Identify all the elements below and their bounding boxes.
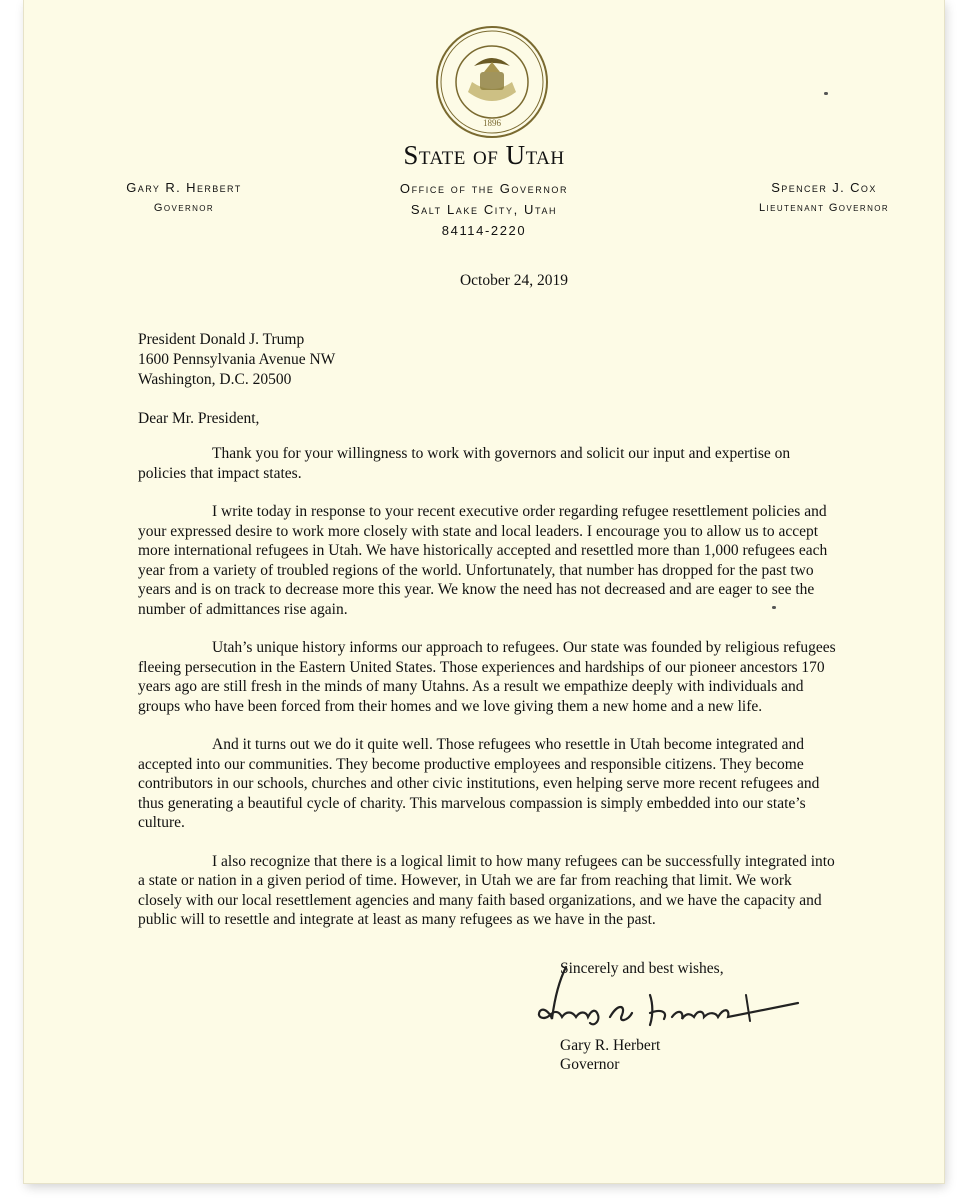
letter-page — [24, 0, 944, 1183]
letter-body — [138, 444, 838, 949]
recipient-line: Washington, D.C. 20500 — [138, 371, 292, 388]
recipient-line: President Donald J. Trump — [138, 331, 305, 348]
seal-year: 1896 — [483, 118, 501, 128]
handwritten-signature — [514, 955, 814, 1045]
recipient-address — [138, 330, 335, 390]
paragraph: Utah’s unique history informs our approach to refugees. Our state was founded by religious refugees fleeing persecution in the Eastern United States. Those experiences and hardships of our pioneer ancestors 170 years ago are still fresh in the minds of many Utahns. As a result we empathize deeply with individuals and groups who have been forced from their homes and we love giving them a new home and a new life. — [138, 639, 836, 715]
paragraph: I write today in response to your recent executive order regarding refugee resettlement policies and your expressed desire to work more closely with state and local leaders. I encourage you to allow us to accept more international refugees in Utah. We have historically accepted and resettled more than 1,000 refugees each year from a variety of troubled regions of the world. Unfortunately, that number has dropped for the past two years and is on track to decrease more this year. We know the need has not decreased and are eager to see the number of admittances rise again. — [138, 503, 828, 618]
letter-date: October 24, 2019 — [459, 272, 569, 289]
salutation: Dear Mr. President, — [138, 410, 260, 427]
lt-governor-title: Lieutenant Governor — [758, 202, 890, 214]
recipient-line: 1600 Pennsylvania Avenue NW — [138, 351, 336, 368]
paper-speck — [824, 92, 828, 95]
closing: Sincerely and best wishes, — [560, 960, 724, 977]
governor-block — [84, 178, 284, 218]
governor-name: Gary R. Herbert — [126, 180, 242, 195]
lt-governor-name: Spencer J. Cox — [771, 180, 877, 195]
paper-speck — [772, 606, 776, 609]
paragraph: Thank you for your willingness to work with governors and solicit our input and expertise on policies that impact states. — [138, 445, 791, 482]
governor-title: Governor — [153, 202, 215, 214]
state-seal-icon — [432, 22, 552, 142]
signer-name: Gary R. Herbert — [560, 1037, 661, 1054]
signer-title: Governor — [560, 1056, 620, 1073]
office-line: Salt Lake City, Utah — [410, 202, 558, 217]
office-zip: 84114-2220 — [441, 223, 527, 238]
office-line: Office of the Governor — [399, 181, 569, 196]
signer-block — [560, 1036, 660, 1074]
letterhead-title: State of Utah — [403, 140, 565, 170]
paragraph: And it turns out we do it quite well. Those refugees who resettle in Utah become integrated and accepted into our communities. They become productive employees and responsible citizens. They become contributors in our schools, churches and other civic institutions, even helping serve more recent refugees and thus generating a beautiful cycle of charity. This marvelous compassion is simply embedded into our state’s culture. — [138, 736, 820, 831]
lt-governor-block — [714, 178, 934, 218]
paragraph: I also recognize that there is a logical limit to how many refugees can be successfully integrated into a state or nation in a given period of time. However, in Utah we are far from reaching that limit. We work closely with our local resettlement agencies and many faith based organizations, and we have the capacity and public will to resettle and integrate at least as many refugees as we have in the past. — [138, 852, 835, 928]
office-block — [324, 178, 644, 241]
